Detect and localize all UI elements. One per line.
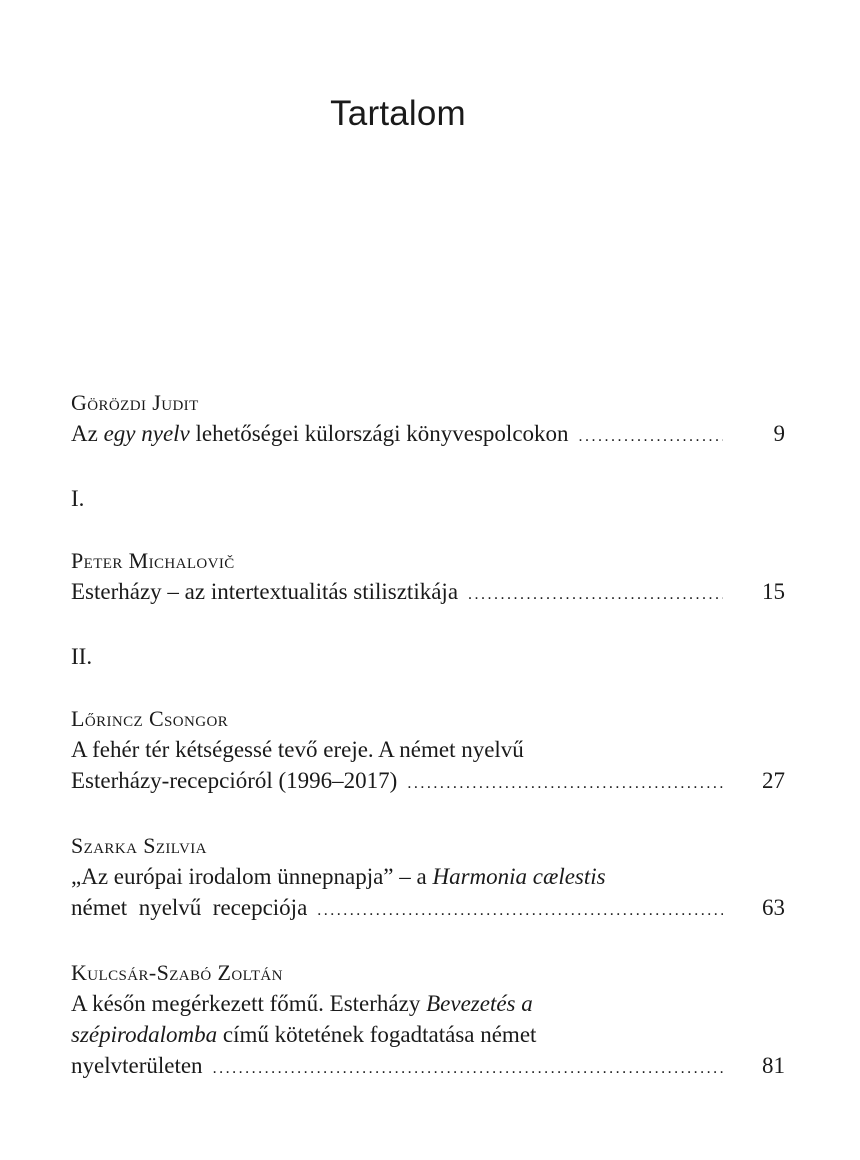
toc-entry [71,387,785,452]
toc-page-number: 9 [773,421,785,446]
toc-author: Szarka Szilvia [71,833,207,858]
dot-leader [407,768,723,799]
toc-title: Esterházy – az intertextualitás stilisztikája [71,579,459,604]
dot-leader [317,895,723,926]
toc-page-number: 81 [762,1053,785,1078]
toc-title-line[interactable] [71,418,785,452]
page-title: Tartalom [330,94,466,133]
toc-title-line[interactable] [71,1050,785,1084]
toc-title-continued: német nyelvű recepciója [71,895,308,920]
toc-title-continued: Esterházy-recepcióról (1996–2017) [71,768,398,793]
toc-entry [71,703,785,799]
toc-title: A fehér tér kétségessé tevő ereje. A német nyelvű [71,737,524,762]
dot-leader [468,579,723,610]
toc-title: „Az európai irodalom ünnepnapja” – a Harmonia cælestis [71,864,606,889]
toc-section-heading: II. [71,644,93,669]
toc-entry [71,830,785,926]
toc-page-number: 15 [762,579,785,604]
dot-leader [213,1053,723,1084]
toc-title-continued: szépirodalomba című kötetének fogadtatása német [71,1022,537,1047]
toc-title-line[interactable] [71,765,785,799]
toc-entry [71,545,785,610]
toc-author: Lőrincz Csongor [71,706,229,731]
toc-title: A későn megérkezett főmű. Esterházy Bevezetés a [71,991,533,1016]
toc-title-continued: nyelvterületen [71,1053,203,1078]
toc-author: Görözdi Judit [71,390,199,415]
toc-author: Peter Michalovič [71,548,235,573]
toc-page-number: 63 [762,895,785,920]
toc-author: Kulcsár-Szabó Zoltán [71,960,283,985]
dot-leader [579,421,723,452]
toc-entry [71,957,785,1084]
toc-page-number: 27 [762,768,785,793]
toc-section-heading: I. [71,486,85,511]
toc-title: Az egy nyelv lehetőségei külországi könyvespolcokon [71,421,569,446]
toc-title-line[interactable] [71,892,785,926]
table-of-contents [71,387,785,1115]
toc-title-line[interactable] [71,576,785,610]
